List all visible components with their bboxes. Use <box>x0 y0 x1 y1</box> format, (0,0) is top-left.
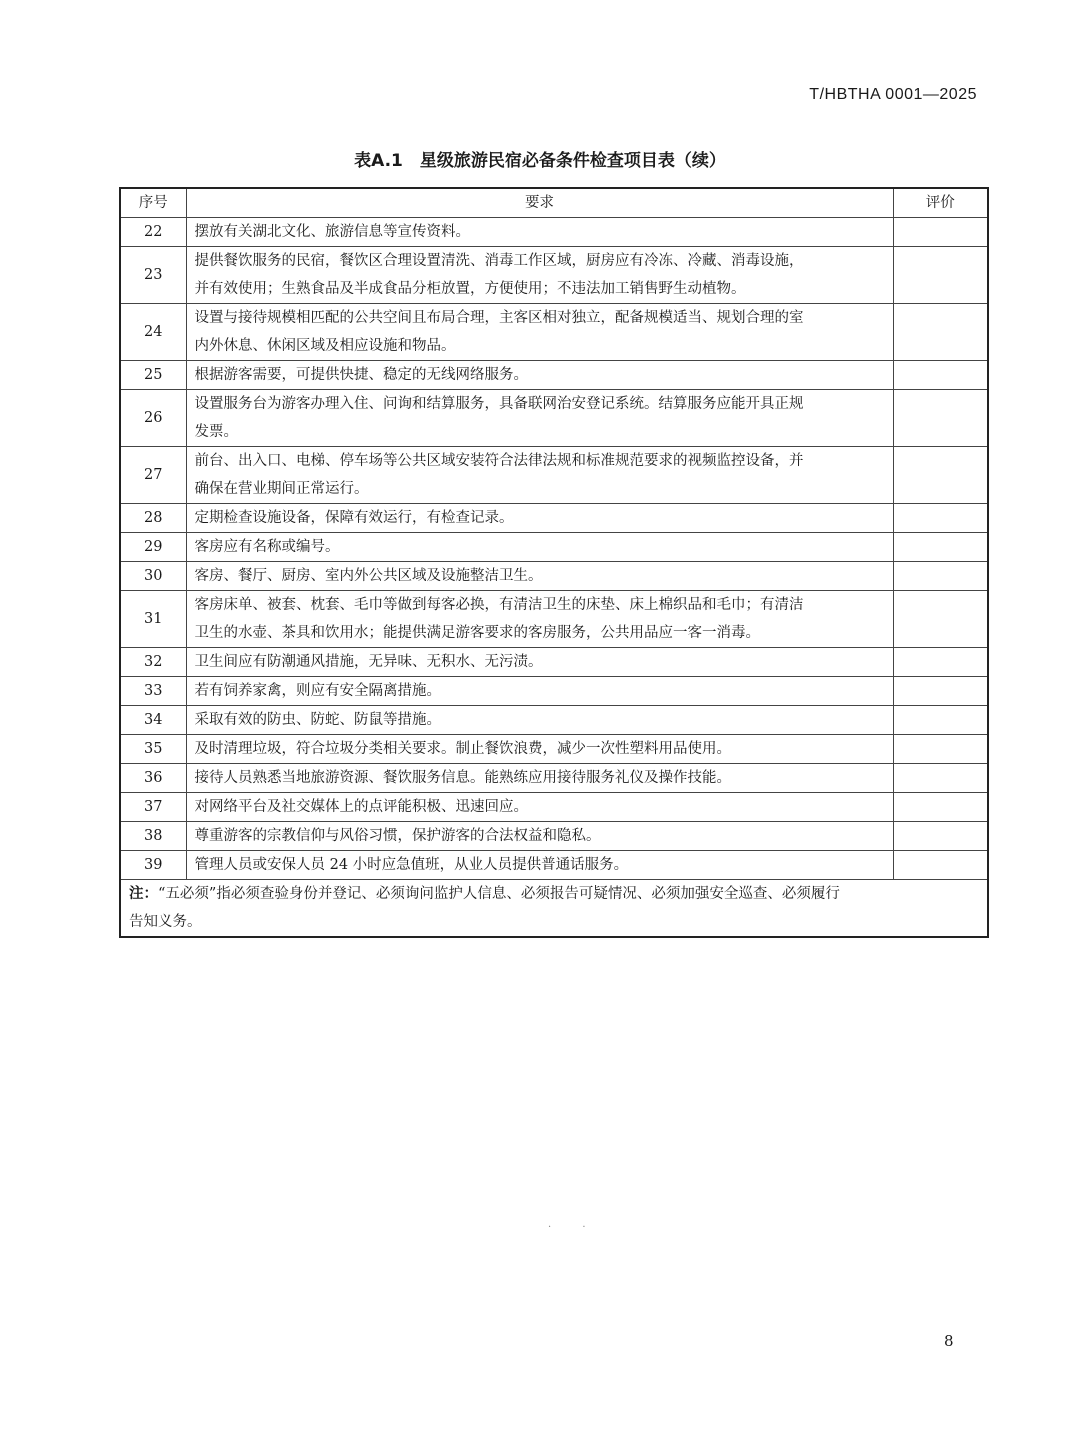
table-row <box>120 677 988 706</box>
requirement-line: 摆放有关湖北文化、旅游信息等宣传资料。 <box>194 224 470 240</box>
row-evaluation[interactable] <box>893 504 988 533</box>
table-row <box>120 390 988 447</box>
checklist-table <box>119 187 989 938</box>
table-title: 表A.1 星级旅游民宿必备条件检查项目表（续） <box>354 151 726 171</box>
row-seq: 27 <box>120 447 186 504</box>
requirement-line: 卫生间应有防潮通风措施，无异味、无积水、无污渍。 <box>194 654 543 670</box>
row-seq: 38 <box>120 822 186 851</box>
table-header-row <box>120 188 988 218</box>
row-requirement <box>186 533 893 562</box>
requirement-line: 并有效使用；生熟食品及半成食品分柜放置，方便使用；不违法加工销售野生动植物。 <box>194 281 746 297</box>
row-seq: 26 <box>120 390 186 447</box>
row-seq: 33 <box>120 677 186 706</box>
document-code: T/HBTHA 0001—2025 <box>809 86 977 103</box>
note-line-1: “五必须”指必须查验身份并登记、必须询问监护人信息、必须报告可疑情况、必须加强安全巡查、必须履行 <box>158 886 840 902</box>
row-requirement <box>186 735 893 764</box>
row-evaluation[interactable] <box>893 390 988 447</box>
table-row <box>120 591 988 648</box>
row-seq: 22 <box>120 218 186 247</box>
row-seq: 37 <box>120 793 186 822</box>
row-requirement <box>186 648 893 677</box>
row-seq: 28 <box>120 504 186 533</box>
row-requirement <box>186 447 893 504</box>
table-row <box>120 562 988 591</box>
table-row <box>120 361 988 390</box>
row-requirement <box>186 304 893 361</box>
requirement-line: 发票。 <box>194 424 238 440</box>
header-seq: 序号 <box>120 188 186 218</box>
row-evaluation[interactable] <box>893 447 988 504</box>
row-evaluation[interactable] <box>893 822 988 851</box>
row-seq: 24 <box>120 304 186 361</box>
table-row <box>120 822 988 851</box>
row-requirement <box>186 591 893 648</box>
row-evaluation[interactable] <box>893 793 988 822</box>
row-evaluation[interactable] <box>893 247 988 304</box>
page-number: 8 <box>944 1332 954 1350</box>
row-seq: 35 <box>120 735 186 764</box>
table-row <box>120 793 988 822</box>
row-requirement <box>186 764 893 793</box>
row-evaluation[interactable] <box>893 591 988 648</box>
row-requirement <box>186 504 893 533</box>
requirement-line: 客房应有名称或编号。 <box>194 539 340 555</box>
row-requirement <box>186 851 893 880</box>
requirement-line: 若有饲养家禽，则应有安全隔离措施。 <box>194 683 441 699</box>
requirement-line: 设置与接待规模相匹配的公共空间且布局合理，主客区相对独立，配备规模适当、规划合理的室 <box>194 310 804 326</box>
page-dots: · · <box>548 1222 600 1233</box>
row-requirement <box>186 247 893 304</box>
requirement-line: 卫生的水壶、茶具和饮用水；能提供满足游客要求的客房服务，公共用品应一客一消毒。 <box>194 625 760 641</box>
row-seq: 25 <box>120 361 186 390</box>
note-line-2: 告知义务。 <box>129 914 202 930</box>
row-seq: 39 <box>120 851 186 880</box>
row-evaluation[interactable] <box>893 735 988 764</box>
requirement-line: 客房床单、被套、枕套、毛巾等做到每客必换，有清洁卫生的床垫、床上棉织品和毛巾；有清洁 <box>194 597 804 613</box>
requirement-line: 根据游客需要，可提供快捷、稳定的无线网络服务。 <box>194 367 528 383</box>
row-evaluation[interactable] <box>893 361 988 390</box>
table-row <box>120 735 988 764</box>
requirement-line: 前台、出入口、电梯、停车场等公共区域安装符合法律法规和标准规范要求的视频监控设备，并 <box>194 453 804 469</box>
requirement-line: 设置服务台为游客办理入住、问询和结算服务，具备联网治安登记系统。结算服务应能开具正规 <box>194 396 804 412</box>
row-requirement <box>186 562 893 591</box>
table-row <box>120 533 988 562</box>
row-evaluation[interactable] <box>893 304 988 361</box>
row-evaluation[interactable] <box>893 851 988 880</box>
row-seq: 23 <box>120 247 186 304</box>
header-evaluation: 评价 <box>893 188 988 218</box>
row-evaluation[interactable] <box>893 562 988 591</box>
row-requirement <box>186 218 893 247</box>
table-row <box>120 504 988 533</box>
requirement-line: 对网络平台及社交媒体上的点评能积极、迅速回应。 <box>194 799 528 815</box>
note-label: 注： <box>129 885 158 902</box>
requirement-line: 客房、餐厅、厨房、室内外公共区域及设施整洁卫生。 <box>194 568 543 584</box>
header-requirement: 要求 <box>186 188 893 218</box>
table-row <box>120 764 988 793</box>
row-seq: 34 <box>120 706 186 735</box>
requirement-line: 接待人员熟悉当地旅游资源、餐饮服务信息。能熟练应用接待服务礼仪及操作技能。 <box>194 770 731 786</box>
requirement-line: 定期检查设施设备，保障有效运行，有检查记录。 <box>194 510 514 526</box>
requirement-line: 确保在营业期间正常运行。 <box>194 481 369 497</box>
row-seq: 31 <box>120 591 186 648</box>
row-requirement <box>186 677 893 706</box>
table-row <box>120 247 988 304</box>
row-evaluation[interactable] <box>893 706 988 735</box>
row-requirement <box>186 793 893 822</box>
row-seq: 32 <box>120 648 186 677</box>
requirement-line: 尊重游客的宗教信仰与风俗习惯，保护游客的合法权益和隐私。 <box>194 828 601 844</box>
row-evaluation[interactable] <box>893 533 988 562</box>
table-row <box>120 304 988 361</box>
table-body <box>120 218 988 880</box>
requirement-line: 采取有效的防虫、防蛇、防鼠等措施。 <box>194 712 441 728</box>
note-cell <box>120 880 988 938</box>
table-row <box>120 648 988 677</box>
row-seq: 29 <box>120 533 186 562</box>
table-row <box>120 851 988 880</box>
table-row <box>120 218 988 247</box>
row-requirement <box>186 822 893 851</box>
requirement-line: 提供餐饮服务的民宿，餐饮区合理设置清洗、消毒工作区域，厨房应有冷冻、冷藏、消毒设施， <box>194 253 804 269</box>
row-evaluation[interactable] <box>893 764 988 793</box>
requirement-line: 管理人员或安保人员 24 小时应急值班，从业人员提供普通话服务。 <box>194 857 629 873</box>
row-seq: 36 <box>120 764 186 793</box>
note-row <box>120 880 988 938</box>
requirement-line: 内外休息、休闲区域及相应设施和物品。 <box>194 338 456 354</box>
row-evaluation[interactable] <box>893 218 988 247</box>
row-requirement <box>186 361 893 390</box>
table-row <box>120 447 988 504</box>
row-evaluation[interactable] <box>893 648 988 677</box>
table-row <box>120 706 988 735</box>
row-seq: 30 <box>120 562 186 591</box>
row-requirement <box>186 390 893 447</box>
row-requirement <box>186 706 893 735</box>
requirement-line: 及时清理垃圾，符合垃圾分类相关要求。制止餐饮浪费，减少一次性塑料用品使用。 <box>194 741 731 757</box>
row-evaluation[interactable] <box>893 677 988 706</box>
